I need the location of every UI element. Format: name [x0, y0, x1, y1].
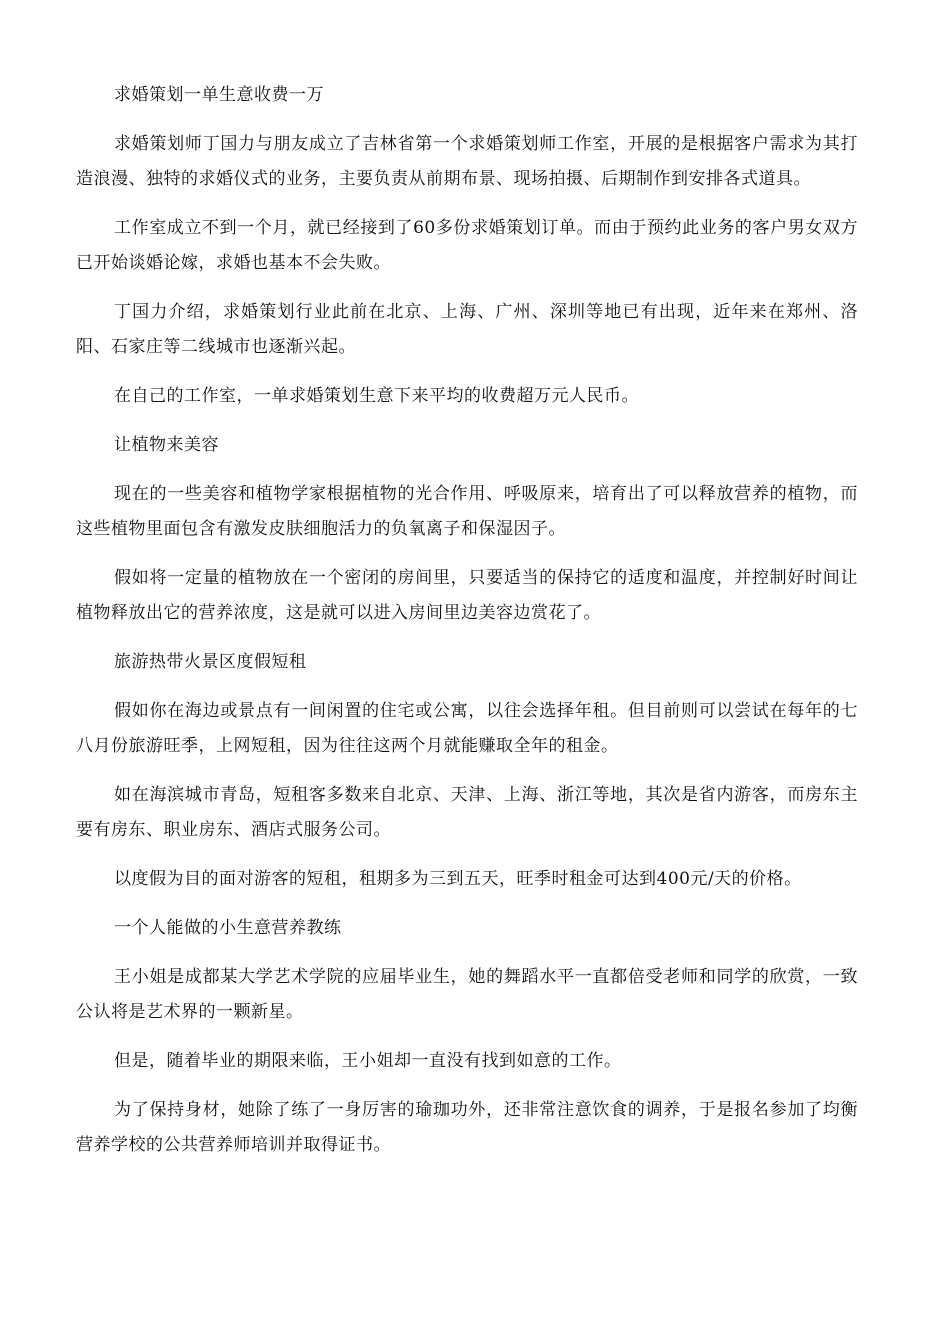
paragraph: 如在海滨城市青岛，短租客多数来自北京、天津、上海、浙江等地，其次是省内游客，而房东主要有房东、职业房东、酒店式服务公司。 — [76, 785, 858, 840]
section-heading-plants: 让植物来美容 — [114, 435, 219, 455]
paragraph: 但是，随着毕业的期限来临，王小姐却一直没有找到如意的工作。 — [114, 1051, 622, 1071]
paragraph: 工作室成立不到一个月，就已经接到了60多份求婚策划订单。而由于预约此业务的客户男女双方已开始谈婚论嫁，求婚也基本不会失败。 — [76, 218, 858, 273]
paragraph: 在自己的工作室，一单求婚策划生意下来平均的收费超万元人民币。 — [114, 386, 639, 406]
section-heading-nutrition: 一个人能做的小生意营养教练 — [114, 918, 342, 938]
paragraph: 假如将一定量的植物放在一个密闭的房间里，只要适当的保持它的适度和温度，并控制好时间让植物释放出它的营养浓度，这是就可以进入房间里边美容边赏花了。 — [76, 568, 858, 623]
paragraph: 求婚策划师丁国力与朋友成立了吉林省第一个求婚策划师工作室，开展的是根据客户需求为其打造浪漫、独特的求婚仪式的业务，主要负责从前期布景、现场拍摄、后期制作到安排各式道具。 — [76, 134, 858, 189]
section-heading-proposal: 求婚策划一单生意收费一万 — [114, 85, 324, 105]
paragraph: 丁国力介绍，求婚策划行业此前在北京、上海、广州、深圳等地已有出现，近年来在郑州、洛阳、石家庄等二线城市也逐渐兴起。 — [76, 302, 858, 357]
paragraph: 以度假为目的面对游客的短租，租期多为三到五天，旺季时租金可达到400元/天的价格。 — [114, 869, 802, 889]
paragraph: 为了保持身材，她除了练了一身厉害的瑜珈功外，还非常注意饮食的调养，于是报名参加了均衡营养学校的公共营养师培训并取得证书。 — [76, 1100, 858, 1155]
section-heading-rental: 旅游热带火景区度假短租 — [114, 652, 307, 672]
paragraph: 现在的一些美容和植物学家根据植物的光合作用、呼吸原来，培育出了可以释放营养的植物，而这些植物里面包含有激发皮肤细胞活力的负氧离子和保湿因子。 — [76, 484, 858, 539]
paragraph: 假如你在海边或景点有一间闲置的住宅或公寓，以往会选择年租。但目前则可以尝试在每年的七八月份旅游旺季，上网短租，因为往往这两个月就能赚取全年的租金。 — [76, 701, 858, 756]
paragraph: 王小姐是成都某大学艺术学院的应届毕业生，她的舞蹈水平一直都倍受老师和同学的欣赏，一致公认将是艺术界的一颗新星。 — [76, 967, 858, 1022]
